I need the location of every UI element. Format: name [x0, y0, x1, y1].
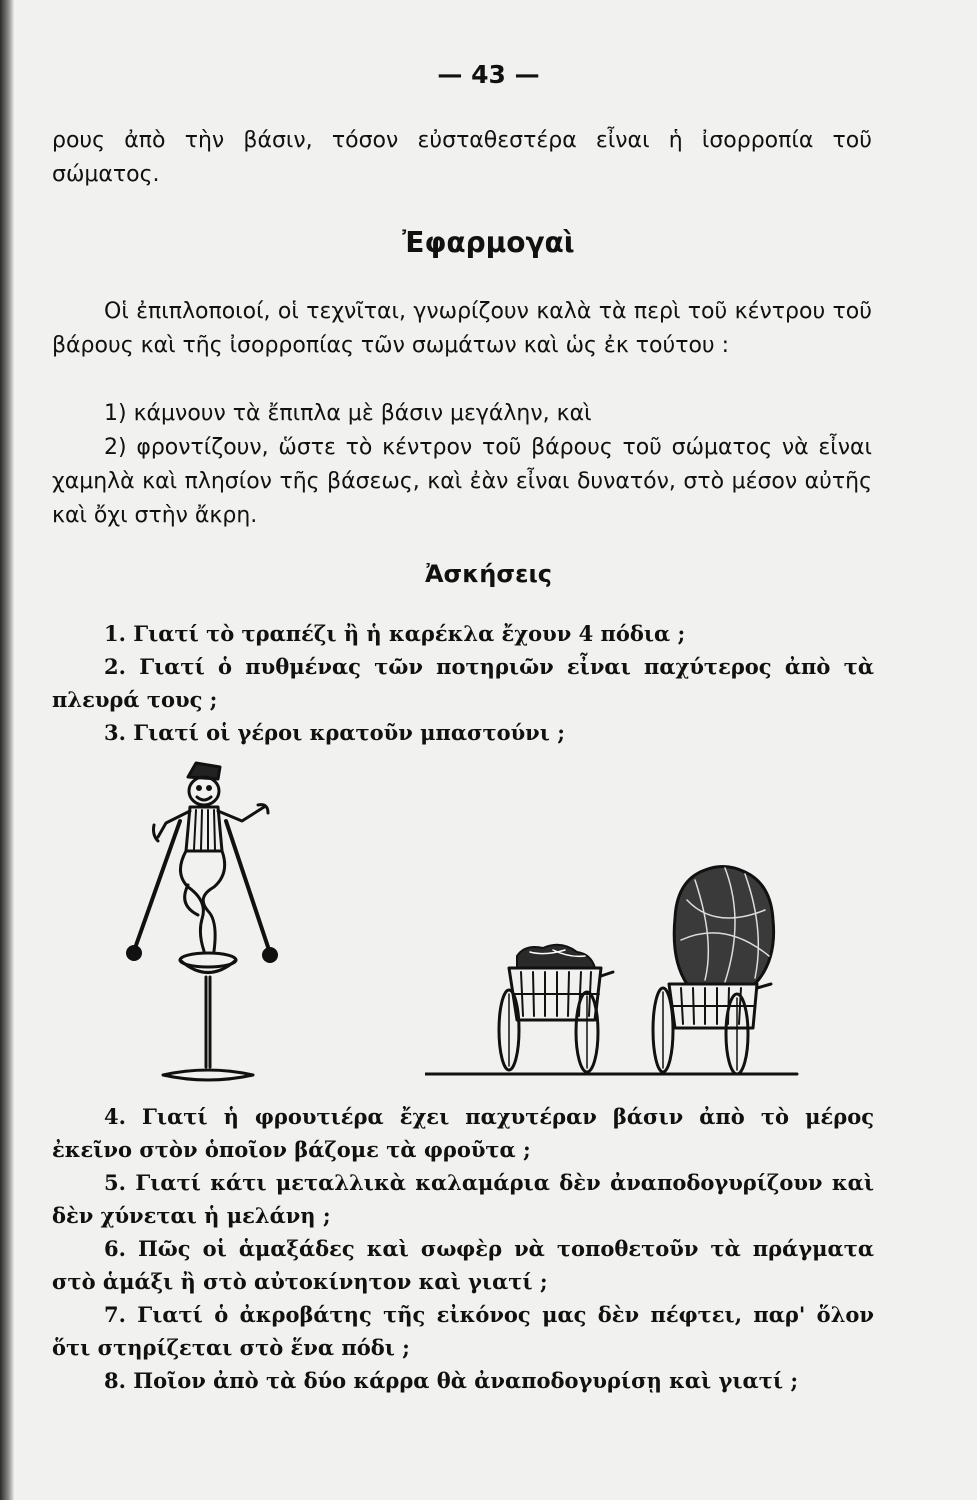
acrobat-torso: [186, 807, 222, 851]
exercise-6: 6. Πῶς οἱ ἁμαξάδες καὶ σωφὲρ νὰ τοποθετοῦν τὰ πράγματα στὸ ἁμάξι ἢ στὸ αὐτοκίνητον καὶ γιατί ;: [52, 1236, 874, 1294]
carts-illustration: [425, 860, 800, 1080]
exercise-3: 3. Γιατί οἱ γέροι κρατοῦν μπαστούνι ;: [104, 720, 565, 745]
exercise-4: 4. Γιατί ἡ φρουτιέρα ἔχει παχυτέραν βάσιν ἀπὸ τὸ μέρος ἐκεῖνο στὸν ὁποῖον βάζομε τὰ φροῦτα ;: [52, 1104, 874, 1162]
pole-weight-right: [262, 947, 278, 963]
intro-paragraph: ρους ἀπὸ τὴν βάσιν, τόσον εὐσταθεστέρα εἶναι ἡ ἰσορροπία τοῦ σώματος.: [52, 128, 872, 187]
balance-pole-right: [226, 821, 270, 953]
acrobat-illustration: [118, 755, 288, 1090]
exercise-2: 2. Γιατί ὁ πυθμένας τῶν ποτηριῶν εἶναι παχύτερος ἀπὸ τὰ πλευρά τους ;: [52, 654, 874, 712]
exercise-7: 7. Γιατί ὁ ἀκροβάτης τῆς εἰκόνος μας δὲν πέφτει, παρ' ὅλον ὅτι στηρίζεται στὸ ἕνα πόδι ;: [52, 1302, 874, 1360]
cart-high-load: [653, 866, 774, 1074]
exercise-8: 8. Ποῖον ἀπὸ τὰ δύο κάρρα θὰ ἀναποδογυρίσῃ καὶ γιατί ;: [104, 1368, 799, 1393]
applications-item-2: 2) φροντίζουν, ὥστε τὸ κέντρον τοῦ βάρους τοῦ σώματος νὰ εἶναι χαμηλὰ καὶ πλησίον τῆς βάσεως, καὶ ἐὰν εἶναι δυνατόν, στὸ μέσον αὐτῆς καὶ ὄχι στὴν ἄκρη.: [52, 435, 872, 528]
exercise-1: 1. Γιατί τὸ τραπέζι ἢ ἡ καρέκλα ἔχουν 4 πόδια ;: [104, 621, 686, 646]
pole-weight-left: [126, 945, 142, 961]
cart-low-load: [499, 945, 613, 1072]
applications-heading: Ἐφαρμογαὶ: [402, 226, 575, 259]
exercises-heading: Ἀσκήσεις: [424, 560, 553, 588]
applications-paragraph: Οἱ ἐπιπλοποιοί, οἱ τεχνῖται, γνωρίζουν καλὰ τὰ περὶ τοῦ κέντρου τοῦ βάρους καὶ τῆς ἰσορροπίας τῶν σωμάτων καὶ ὡς ἐκ τούτου :: [52, 299, 872, 358]
exercise-5: 5. Γιατί κάτι μεταλλικὰ καλαμάρια δὲν ἀναποδογυρίζουν καὶ δὲν χύνεται ἡ μελάνη ;: [52, 1170, 874, 1228]
stand-base: [163, 1070, 253, 1080]
acrobat-right-arm: [218, 807, 264, 821]
applications-item-1: 1) κάμνουν τὰ ἔπιπλα μὲ βάσιν μεγάλην, καὶ: [104, 401, 592, 426]
page-number: — 43 —: [437, 60, 540, 89]
